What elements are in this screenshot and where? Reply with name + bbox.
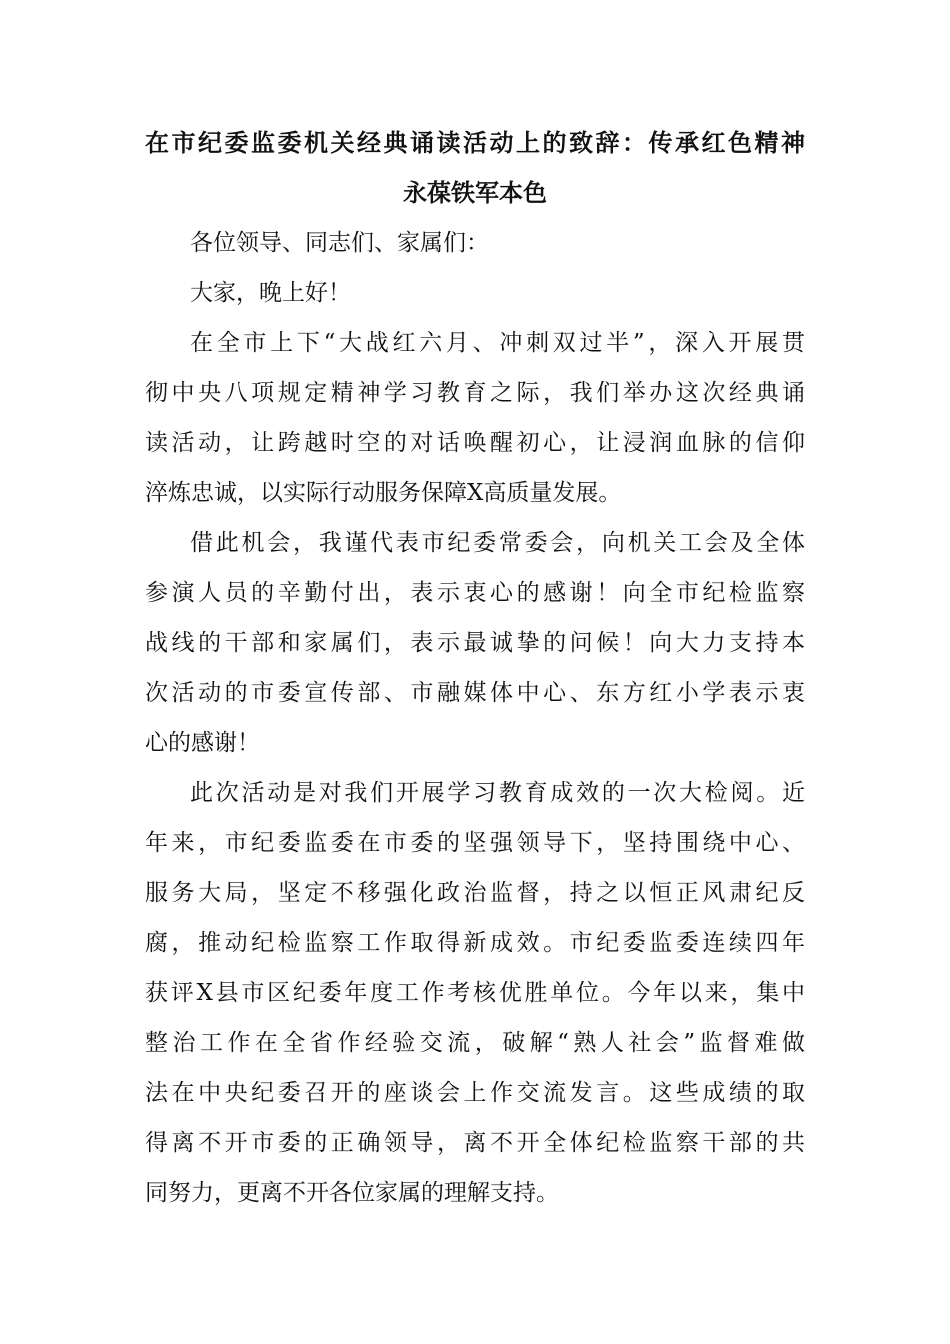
paragraph-line: 借此机会，我谨代表市纪委常委会，向机关工会及全体 [190,530,805,556]
document-body [145,218,805,1218]
paragraph [145,518,805,768]
paragraph-line: 同努力，更离不开各位家属的理解支持。 [145,1180,559,1206]
paragraph-line: 心的感谢！ [145,730,260,756]
paragraph-line: 获评X县市区纪委年度工作考核优胜单位。今年以来，集中 [145,980,805,1006]
paragraph-line: 腐，推动纪检监察工作取得新成效。市纪委监委连续四年 [145,930,805,956]
paragraph-line: 次活动的市委宣传部、市融媒体中心、东方红小学表示衷 [145,680,805,706]
paragraph-line: 此次活动是对我们开展学习教育成效的一次大检阅。近 [190,780,805,806]
paragraph [145,318,805,518]
paragraph-line: 在全市上下“大战红六月、冲刺双过半”，深入开展贯 [190,330,805,356]
paragraph-line: 淬炼忠诚，以实际行动服务保障X高质量发展。 [145,480,622,506]
paragraph-line: 参演人员的辛勤付出，表示衷心的感谢！向全市纪检监察 [145,580,805,606]
paragraph-line: 各位领导、同志们、家属们： [190,230,489,256]
paragraph-line: 服务大局，坚定不移强化政治监督，持之以恒正风肃纪反 [145,880,805,906]
paragraph-line: 法在中央纪委召开的座谈会上作交流发言。这些成绩的取 [145,1080,805,1106]
paragraph [145,768,805,1218]
paragraph [145,218,805,268]
paragraph-line: 整治工作在全省作经验交流，破解“熟人社会”监督难做 [145,1030,805,1056]
paragraph-line: 彻中央八项规定精神学习教育之际，我们举办这次经典诵 [145,380,805,406]
paragraph-line: 得离不开市委的正确领导，离不开全体纪检监察干部的共 [145,1130,805,1156]
document-title-line-2: 永葆铁军本色 [403,178,547,207]
paragraph-line: 读活动，让跨越时空的对话唤醒初心，让浸润血脉的信仰 [145,430,805,456]
paragraph-line: 战线的干部和家属们，表示最诚挚的问候！向大力支持本 [145,630,805,656]
paragraph-line: 年来，市纪委监委在市委的坚强领导下，坚持围绕中心、 [145,830,805,856]
document-page [145,118,805,1218]
paragraph [145,268,805,318]
document-title-line-1: 在市纪委监委机关经典诵读活动上的致辞：传承红色精神 [145,128,805,157]
paragraph-line: 大家，晚上好！ [190,280,351,306]
